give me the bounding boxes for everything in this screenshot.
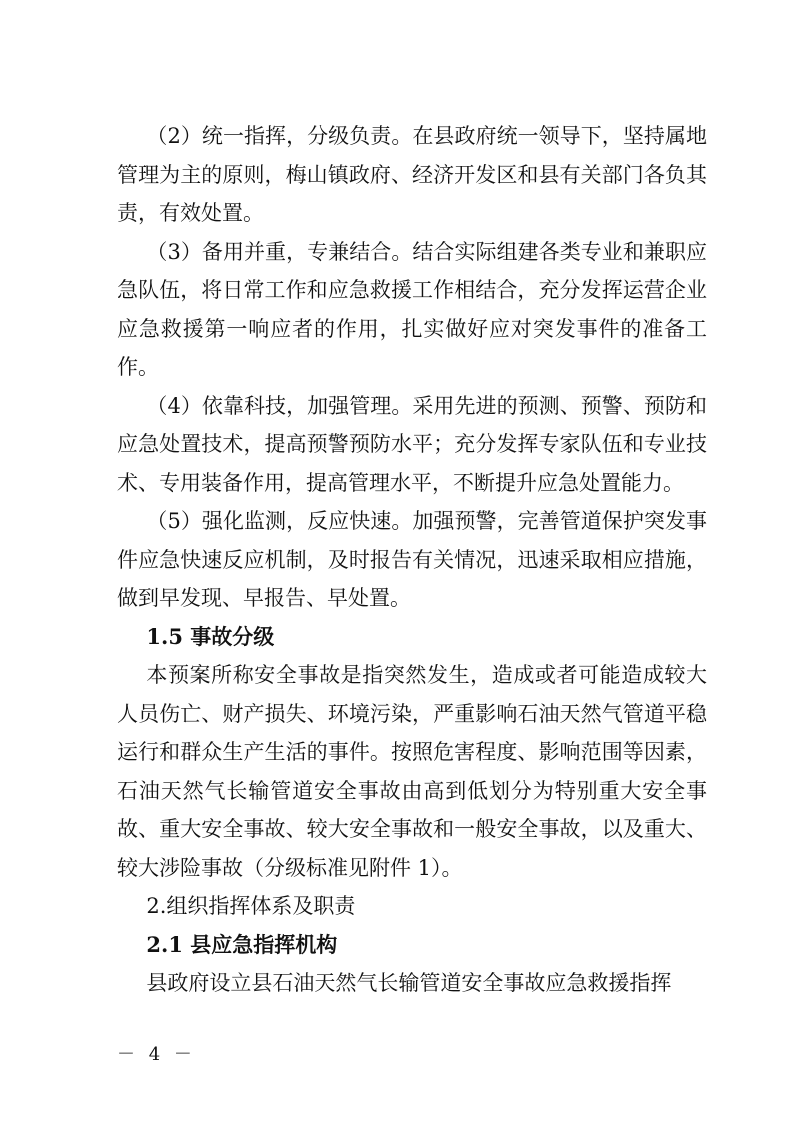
section-heading-2-1: 2.1 县应急指挥机构 — [146, 931, 338, 957]
paragraph-principle-5: （5）强化监测，反应快速。加强预警，完善管道保护突发事件应急快速反应机制，及时报告有关情况，迅速采取相应措施，做到早发现、早报告、早处置。 — [117, 509, 707, 610]
section-heading-2: 2.组织指挥体系及职责 — [146, 894, 356, 918]
page-number: － 4 － — [117, 1044, 196, 1065]
document-body — [117, 117, 707, 1003]
paragraph-principle-3: （3）备用并重，专兼结合。结合实际组建各类专业和兼职应急队伍，将日常工作和应急救援工作相结合，充分发挥运营企业应急救援第一响应者的作用，扎实做好应对突发事件的准备工作。 — [117, 239, 707, 379]
paragraph-county-command: 县政府设立县石油天然气长输管道安全事故应急救援指挥 — [146, 971, 672, 995]
paragraph-principle-4: （4）依靠科技，加强管理。采用先进的预测、预警、预防和应急处置技术，提高预警预防水平；充分发挥专家队伍和专业技术、专用装备作用，提高管理水平，不断提升应急处置能力。 — [117, 393, 707, 495]
paragraph-principle-2: （2）统一指挥，分级负责。在县政府统一领导下，坚持属地管理为主的原则，梅山镇政府、经济开发区和县有关部门各负其责，有效处置。 — [117, 124, 707, 225]
paragraph-accident-classification: 本预案所称安全事故是指突然发生，造成或者可能造成较大人员伤亡、财产损失、环境污染，严重影响石油天然气管道平稳运行和群众生产生活的事件。按照危害程度、影响范围等因素，石油天然气长输管道安全事故由高到低划分为特别重大安全事故、重大安全事故、较大安全事故和一般安全事故，以及重大、较大涉险事故（分级标准见附件 1）。 — [117, 663, 707, 880]
section-heading-1-5: 1.5 事故分级 — [146, 623, 275, 649]
